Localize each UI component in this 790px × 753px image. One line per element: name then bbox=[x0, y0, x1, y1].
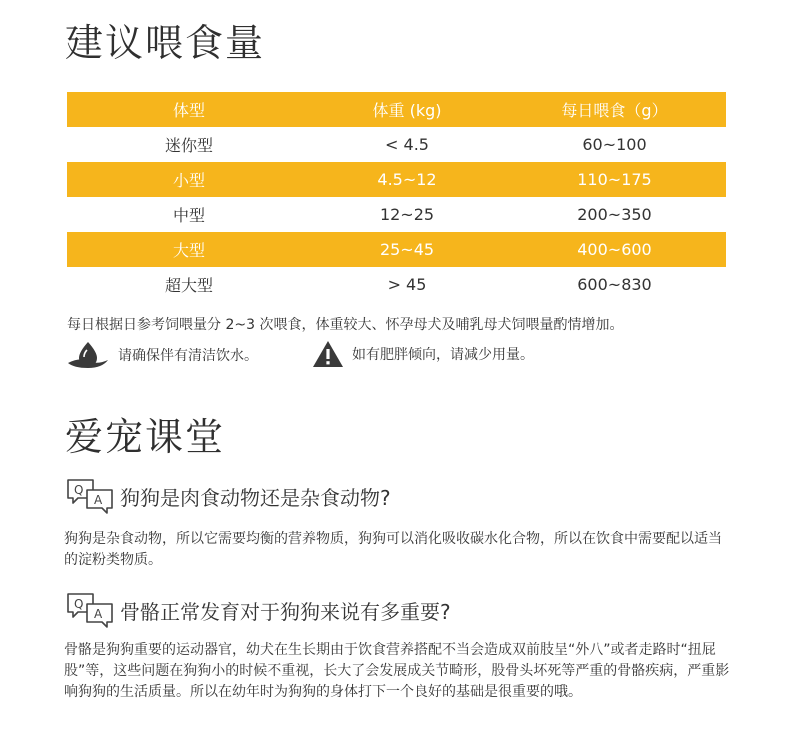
table-row bbox=[67, 162, 726, 197]
water-tip-text: 请确保伴有清洁饮水。 bbox=[118, 348, 258, 364]
header-daily-amount: 每日喂食（g） bbox=[503, 92, 726, 127]
cell-weight: 25~45 bbox=[311, 232, 503, 267]
obesity-tip bbox=[312, 340, 534, 368]
cell-size: 大型 bbox=[67, 232, 311, 267]
table-header-row bbox=[67, 92, 726, 127]
table-row bbox=[67, 197, 726, 232]
answer-text: 骨骼是狗狗重要的运动器官，幼犬在生长期由于饮食营养搭配不当会造成双前肢呈“外八”或者走路时“扭屁股”等，这些问题在狗狗小的时候不重视，长大了会发展成关节畸形，股骨头坏死等严重的骨骼疾病，严重影响狗狗的生活质量。所以在幼年时为狗狗的身体打下一个良好的基础是很重要的哦。 bbox=[64, 642, 730, 700]
water-drop-icon bbox=[66, 340, 110, 370]
feeding-table bbox=[67, 92, 726, 302]
cell-size: 超大型 bbox=[164, 276, 213, 295]
question-text: 狗狗是肉食动物还是杂食动物? bbox=[120, 485, 391, 510]
cell-size: 小型 bbox=[67, 162, 311, 197]
qa-icon bbox=[66, 592, 114, 628]
qa-icon-a: A bbox=[94, 493, 103, 507]
warning-icon bbox=[312, 340, 344, 368]
table-row bbox=[67, 267, 726, 302]
feeding-note: 每日根据日参考饲喂量分 2~3 次喂食，体重较大、怀孕母犬及哺乳母犬饲喂量酌情增加。 bbox=[67, 317, 624, 333]
table-row bbox=[67, 232, 726, 267]
question-text: 骨骼正常发育对于狗狗来说有多重要? bbox=[120, 599, 451, 624]
pet-class-title: 爱宠课堂 bbox=[65, 415, 226, 459]
cell-weight: < 4.5 bbox=[385, 135, 429, 154]
qa-icon-a: A bbox=[94, 607, 103, 621]
cell-amount: 400~600 bbox=[503, 232, 726, 267]
cell-size: 中型 bbox=[172, 206, 205, 225]
cell-weight: 4.5~12 bbox=[311, 162, 503, 197]
cell-amount: 60~100 bbox=[582, 135, 647, 154]
answer-text: 狗狗是杂食动物，所以它需要均衡的营养物质，狗狗可以消化吸收碳水化合物，所以在饮食中需要配以适当的淀粉类物质。 bbox=[64, 531, 722, 568]
cell-weight: > 45 bbox=[387, 275, 427, 294]
feeding-title: 建议喂食量 bbox=[65, 21, 266, 65]
qa-question-2 bbox=[66, 592, 451, 628]
obesity-tip-text: 如有肥胖倾向，请减少用量。 bbox=[352, 347, 534, 363]
cell-amount: 200~350 bbox=[577, 205, 652, 224]
qa-icon-q: Q bbox=[74, 597, 84, 611]
cell-size: 迷你型 bbox=[164, 136, 213, 155]
cell-amount: 600~830 bbox=[577, 275, 652, 294]
qa-question-1 bbox=[66, 478, 391, 514]
header-weight: 体重 (kg) bbox=[311, 92, 503, 127]
qa-icon-q: Q bbox=[74, 483, 84, 497]
header-size: 体型 bbox=[67, 92, 311, 127]
water-tip bbox=[66, 340, 258, 370]
cell-weight: 12~25 bbox=[379, 205, 435, 224]
qa-icon bbox=[66, 478, 114, 514]
cell-amount: 110~175 bbox=[503, 162, 726, 197]
table-row bbox=[67, 127, 726, 162]
